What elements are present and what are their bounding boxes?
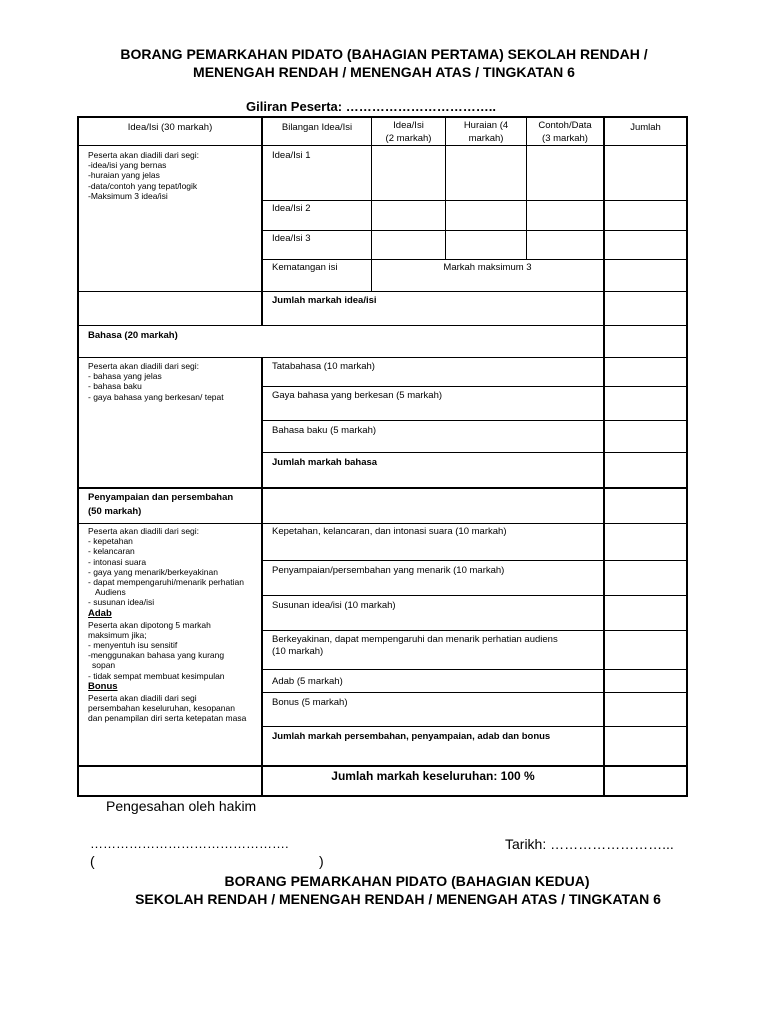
h-line: [262, 420, 688, 421]
criteria-line: maksimum jika;: [88, 629, 147, 640]
row-gaya-bahasa: Gaya bahasa yang berkesan (5 markah): [272, 390, 443, 401]
h-line: [77, 357, 688, 358]
criteria-line: Peserta akan diadili dari segi:: [88, 526, 200, 536]
col-header-line: (2 markah): [385, 133, 432, 144]
criteria-line: - menyentuh isu sensitif: [88, 640, 178, 651]
h-line: [77, 291, 688, 292]
criteria-line: - dapat mempengaruhi/menarik perhatian: [88, 577, 244, 588]
row-penyampaian-menarik: Penyampaian/persembahan yang menarik (10 markah): [272, 565, 505, 576]
adab-title: Adab: [88, 607, 112, 619]
criteria-line: -data/contoh yang tepat/logik: [88, 180, 198, 191]
col-header-contoh: [527, 120, 603, 144]
col-header-line: Huraian (4: [463, 120, 509, 131]
h-line: [77, 487, 688, 489]
criteria-line: Audiens: [95, 587, 126, 598]
criteria-line: -Maksimum 3 idea/isi: [88, 190, 168, 201]
idea-criteria: [88, 150, 199, 201]
col-header-idea: Idea/Isi (30 markah): [127, 122, 213, 133]
h-line: [77, 145, 688, 146]
criteria-line: Peserta akan dipotong 5 markah: [88, 619, 211, 630]
name-paren-open: (: [90, 853, 95, 869]
h-line: [262, 452, 688, 453]
row-berkeyakinan: [272, 634, 558, 658]
col-header-line: Idea/Isi: [393, 120, 424, 131]
row-total-idea: Jumlah markah idea/isi: [272, 295, 377, 306]
section-bahasa-header: Bahasa (20 markah): [88, 330, 178, 341]
h-line: [262, 595, 688, 596]
criteria-line: - kepetahan: [88, 536, 133, 547]
criteria-line: Peserta akan diadili dari segi:: [88, 361, 200, 371]
h-line: [262, 259, 688, 260]
bonus-title: Bonus: [88, 680, 118, 692]
row-bahasa-baku: Bahasa baku (5 markah): [272, 425, 377, 436]
h-line: [77, 325, 688, 326]
signature-line: ……………………………………….: [90, 836, 289, 851]
col-header-idea-isi: [372, 120, 445, 144]
criteria-line: dan penampilan diri serta ketepatan masa: [88, 713, 247, 724]
criteria-line: persembahan keseluruhan, kesopanan: [88, 703, 235, 714]
col-header-jumlah: Jumlah: [630, 122, 661, 133]
penyampaian-criteria: [88, 526, 256, 723]
h-line: [262, 230, 688, 231]
bahasa-criteria: [88, 361, 224, 402]
h-line: [262, 386, 688, 387]
criteria-line: - tidak sempat membuat kesimpulan: [88, 670, 225, 681]
header-line: Penyampaian dan persembahan: [88, 492, 234, 503]
col-header-bilangan: Bilangan Idea/Isi: [281, 122, 353, 133]
col-header-huraian: [446, 120, 526, 144]
row-susunan: Susunan idea/isi (10 markah): [272, 600, 396, 611]
criteria-line: -huraian yang jelas: [88, 170, 160, 181]
h-line: [262, 560, 688, 561]
col-header-line: Contoh/Data: [538, 120, 592, 131]
h-line: [262, 669, 688, 670]
criteria-line: - bahasa yang jelas: [88, 371, 162, 382]
row-idea-3: Idea/Isi 3: [272, 233, 311, 244]
criteria-line: - gaya bahasa yang berkesan/ tepat: [88, 391, 224, 402]
name-paren-close: ): [319, 853, 324, 869]
row-tatabahasa: Tatabahasa (10 markah): [272, 361, 375, 372]
header-line: (50 markah): [88, 506, 142, 517]
criteria-line: - susunan idea/isi: [88, 597, 155, 608]
section-penyampaian-header: [88, 492, 233, 518]
v-line: [261, 488, 263, 797]
row-kematangan: Kematangan isi: [272, 262, 338, 273]
criteria-line: Peserta akan diadili dari segi: [88, 692, 197, 703]
row-kepetahan: Kepetahan, kelancaran, dan intonasi suara (10 markah): [272, 526, 507, 537]
table-border-bottom: [77, 795, 688, 797]
h-line: [77, 523, 688, 524]
h-line: [262, 692, 688, 693]
criteria-line: -menggunakan bahasa yang kurang: [88, 650, 225, 661]
giliran-peserta: Giliran Peserta: ……………………………..: [246, 99, 496, 114]
criteria-line: sopan: [92, 660, 116, 671]
h-line: [262, 200, 688, 201]
criteria-line: Peserta akan diadili dari segi:: [88, 150, 200, 160]
table-border-left: [77, 116, 79, 797]
row-adab: Adab (5 markah): [272, 676, 343, 687]
row-line: (10 markah): [272, 646, 324, 657]
col-header-line: markah): [468, 133, 504, 144]
form-title-line1: BORANG PEMARKAHAN PIDATO (BAHAGIAN PERTAMA) SEKOLAH RENDAH /: [120, 46, 648, 62]
form-title2-line1: BORANG PEMARKAHAN PIDATO (BAHAGIAN KEDUA): [224, 873, 590, 889]
criteria-line: -idea/isi yang bernas: [88, 160, 167, 171]
h-line: [262, 726, 688, 727]
form-title2-line2: SEKOLAH RENDAH / MENENGAH RENDAH / MENENGAH ATAS / TINGKATAN 6: [135, 891, 661, 907]
col-header-line: (3 markah): [542, 133, 588, 144]
row-idea-2: Idea/Isi 2: [272, 203, 311, 214]
tarikh-field: Tarikh: ……………………...: [505, 836, 674, 852]
row-bonus: Bonus (5 markah): [272, 697, 348, 708]
v-line: [261, 116, 263, 326]
pengesahan-label: Pengesahan oleh hakim: [106, 798, 257, 814]
h-line: [262, 630, 688, 631]
row-total-penyampaian: Jumlah markah persembahan, penyampaian, adab dan bonus: [272, 731, 551, 742]
row-line: Berkeyakinan, dapat mempengaruhi dan menarik perhatian audiens: [272, 634, 558, 645]
v-line: [261, 357, 263, 488]
v-line: [603, 116, 605, 797]
table-border-right: [686, 116, 688, 797]
h-line: [77, 765, 688, 767]
table-border-top: [77, 116, 688, 118]
criteria-line: - intonasi suara: [88, 556, 147, 567]
criteria-line: - kelancaran: [88, 546, 135, 557]
form-title-line2: MENENGAH RENDAH / MENENGAH ATAS / TINGKATAN 6: [193, 64, 575, 80]
row-idea-1: Idea/Isi 1: [272, 150, 311, 161]
grand-total: Jumlah markah keseluruhan: 100 %: [331, 769, 535, 783]
row-total-bahasa: Jumlah markah bahasa: [272, 457, 378, 468]
criteria-line: - gaya yang menarik/berkeyakinan: [88, 566, 218, 577]
criteria-line: - bahasa baku: [88, 381, 142, 392]
markah-maksimum: Markah maksimum 3: [443, 262, 532, 273]
